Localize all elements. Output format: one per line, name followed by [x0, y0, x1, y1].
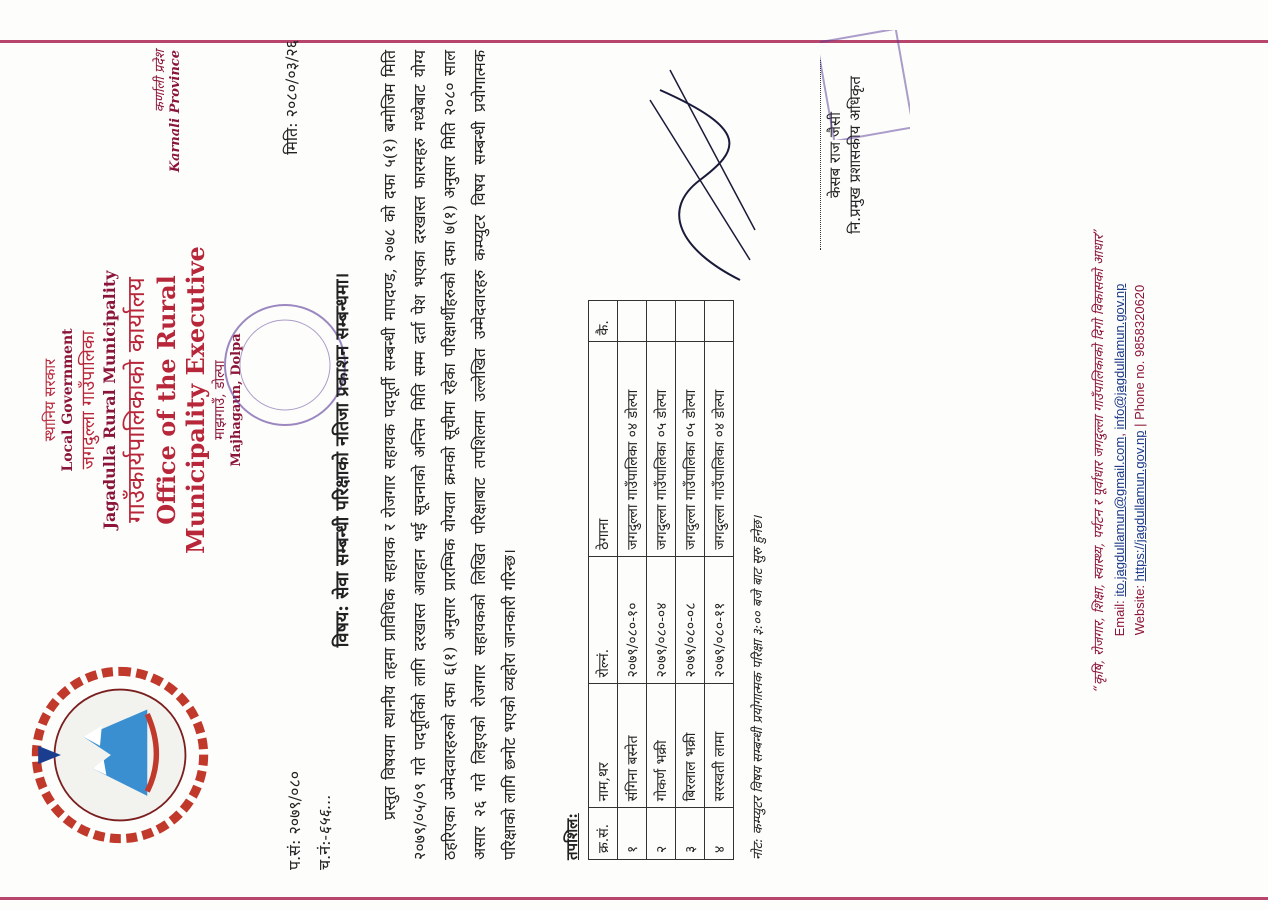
- letterhead-address-en: Majhagaun, Dolpa: [229, 333, 244, 467]
- signatory-title: नि.प्रमुख प्रशासकीय अधिकृत: [846, 76, 864, 234]
- col-header-roll: रोल्नं.: [589, 556, 618, 684]
- website-link[interactable]: https://jagdullamun.gov.np: [1132, 430, 1147, 582]
- table-header-row: [589, 301, 618, 860]
- right-border-line: [0, 40, 1268, 43]
- cell-remarks: [647, 301, 676, 342]
- col-header-name: नाम,थर: [589, 684, 618, 808]
- letterhead-office-np: गाउँकार्यपालिकाको कार्यालय: [122, 277, 150, 523]
- cell-roll: २०७९/०८०-०८: [676, 556, 705, 684]
- letter-date: मिति: २०८०/०३/२६: [282, 40, 301, 155]
- cell-remarks: [618, 301, 647, 342]
- col-header-address: ठेगाना: [589, 342, 618, 556]
- cell-name: बिरलाल भक्री: [676, 684, 705, 808]
- cell-address: जगदुल्ला गाउँपालिका ०५ डोल्पा: [647, 342, 676, 556]
- cell-roll: २०७९/०८०-१०: [618, 556, 647, 684]
- email-link-info[interactable]: info@jagdullamun.gov.np: [1112, 283, 1127, 430]
- letterhead-govt-en: Local Government: [60, 328, 76, 472]
- footer-website: [1130, 110, 1150, 810]
- dispatch-value: ६५६...: [315, 794, 334, 836]
- col-header-sn: क्र.सं.: [589, 808, 618, 860]
- cell-sn: ३: [676, 808, 705, 860]
- email-separator: ,: [1112, 429, 1127, 437]
- letterhead-address-np: माझगाउँ, डोल्पा: [212, 360, 228, 440]
- cell-address: जगदुल्ला गाउँपालिका ०४ डोल्पा: [705, 342, 734, 556]
- website-label: Website:: [1132, 581, 1147, 636]
- cell-address: जगदुल्ला गाउँपालिका ०४ डोल्पा: [618, 342, 647, 556]
- province-block: [150, 50, 183, 250]
- cell-sn: १: [618, 808, 647, 860]
- cell-remarks: [705, 301, 734, 342]
- footer-slogan: “कृषि, रोजगार, शिक्षा, स्वास्थ्य, पर्यटन र पूर्वाधार जगदुल्ला गाउँपालिकाको दिगो विकासको आधार”: [1092, 228, 1107, 692]
- table-caption: तपशिल:: [563, 813, 581, 860]
- signature-stamp: [820, 30, 910, 140]
- cell-address: जगदुल्ला गाउँपालिका ०५ डोल्पा: [676, 342, 705, 556]
- letterhead-municipality-np: जगदुल्ला गाउँपालिका: [78, 330, 99, 470]
- footer: [1090, 110, 1150, 810]
- candidates-table: [588, 300, 734, 860]
- email-link-ito[interactable]: ito.jagdullamun@gmail.com: [1112, 436, 1127, 597]
- table-row: [647, 301, 676, 860]
- nepal-emblem: [20, 655, 220, 855]
- letterhead-office-en: Office of the Rural Municipality Executive: [152, 246, 210, 554]
- table-row: [676, 301, 705, 860]
- col-header-remarks: कै.: [589, 301, 618, 342]
- province-en: Karnali Province: [168, 50, 183, 173]
- cell-remarks: [676, 301, 705, 342]
- table-row: [618, 301, 647, 860]
- cell-roll: २०७९/०८०-०४: [647, 556, 676, 684]
- letter-number: प.सं: २०७९/०८०: [285, 770, 304, 870]
- footer-email: [1110, 110, 1130, 810]
- body-paragraph: प्रस्तुत विषयमा स्थानीय तहमा प्राविधिक सहायक र रोजगार सहायक पदपूर्ती सम्बन्धी मापदण्ड, २०७८ को दफा ५(१) बमोजिम मिति २०७९/०५/०९ गते पदपूर्तिको लागि दरखास्त आवहान भई सूचनाको अन्तिम मिति सम्म दर्ता पेश भएका दरखास्त फारमहरु मध्येबाट योग्य ठहरिएका उम्मेदवारहरुको दफा ६(१) अनुसार प्रारम्भिक योग्यता क्रमको सूचीमा रहेका परिक्षार्थीहरुको दफा ७(१) अनुसार मिति २०८० साल असार २६ गते लिइएको रोजगार सहायकको लिखित परिक्षाबाट तपशिलमा उल्लेखित उम्मेदवारहरु कम्प्युटर विषय सम्बन्धी प्रयोगात्मक परिक्षाको लागि छनोट भएको व्यहोरा जानकारी गरिन्छ।: [380, 50, 519, 860]
- dispatch-number: [310, 771, 340, 870]
- cell-name: गोकर्ण भक्री: [647, 684, 676, 808]
- letterhead-govt-np: स्थानिय सरकार: [41, 358, 59, 442]
- left-border-line: [0, 897, 1268, 900]
- cell-roll: २०७९/०८०-११: [705, 556, 734, 684]
- email-label: Email:: [1112, 596, 1127, 637]
- phone-number: | Phone no. 9858320620: [1132, 284, 1147, 431]
- subject-line: विषय: सेवा सम्बन्धी परिक्षाको नतिजा प्रकाशन सम्बन्धमा।: [332, 272, 353, 648]
- cell-name: संगिना बस्नेत: [618, 684, 647, 808]
- reference-block: [280, 771, 340, 870]
- cell-sn: २: [647, 808, 676, 860]
- exam-note: नोट: कम्प्युटर विषय सम्बन्धी प्रयोगात्मक परिक्षा ३:०० बजे बाट सुरु हुनेछ।: [751, 515, 766, 860]
- dispatch-label: च.नं:-: [315, 835, 334, 870]
- cell-name: सरस्वती लामा: [705, 684, 734, 808]
- letterhead-municipality-en: Jagadulla Rural Municipality: [100, 270, 119, 530]
- signature-scribble: [640, 60, 760, 290]
- province-np: कर्णाली प्रदेश: [153, 50, 168, 113]
- cell-sn: ४: [705, 808, 734, 860]
- table-row: [705, 301, 734, 860]
- signatory-name: केसब राज जैसी: [826, 111, 844, 199]
